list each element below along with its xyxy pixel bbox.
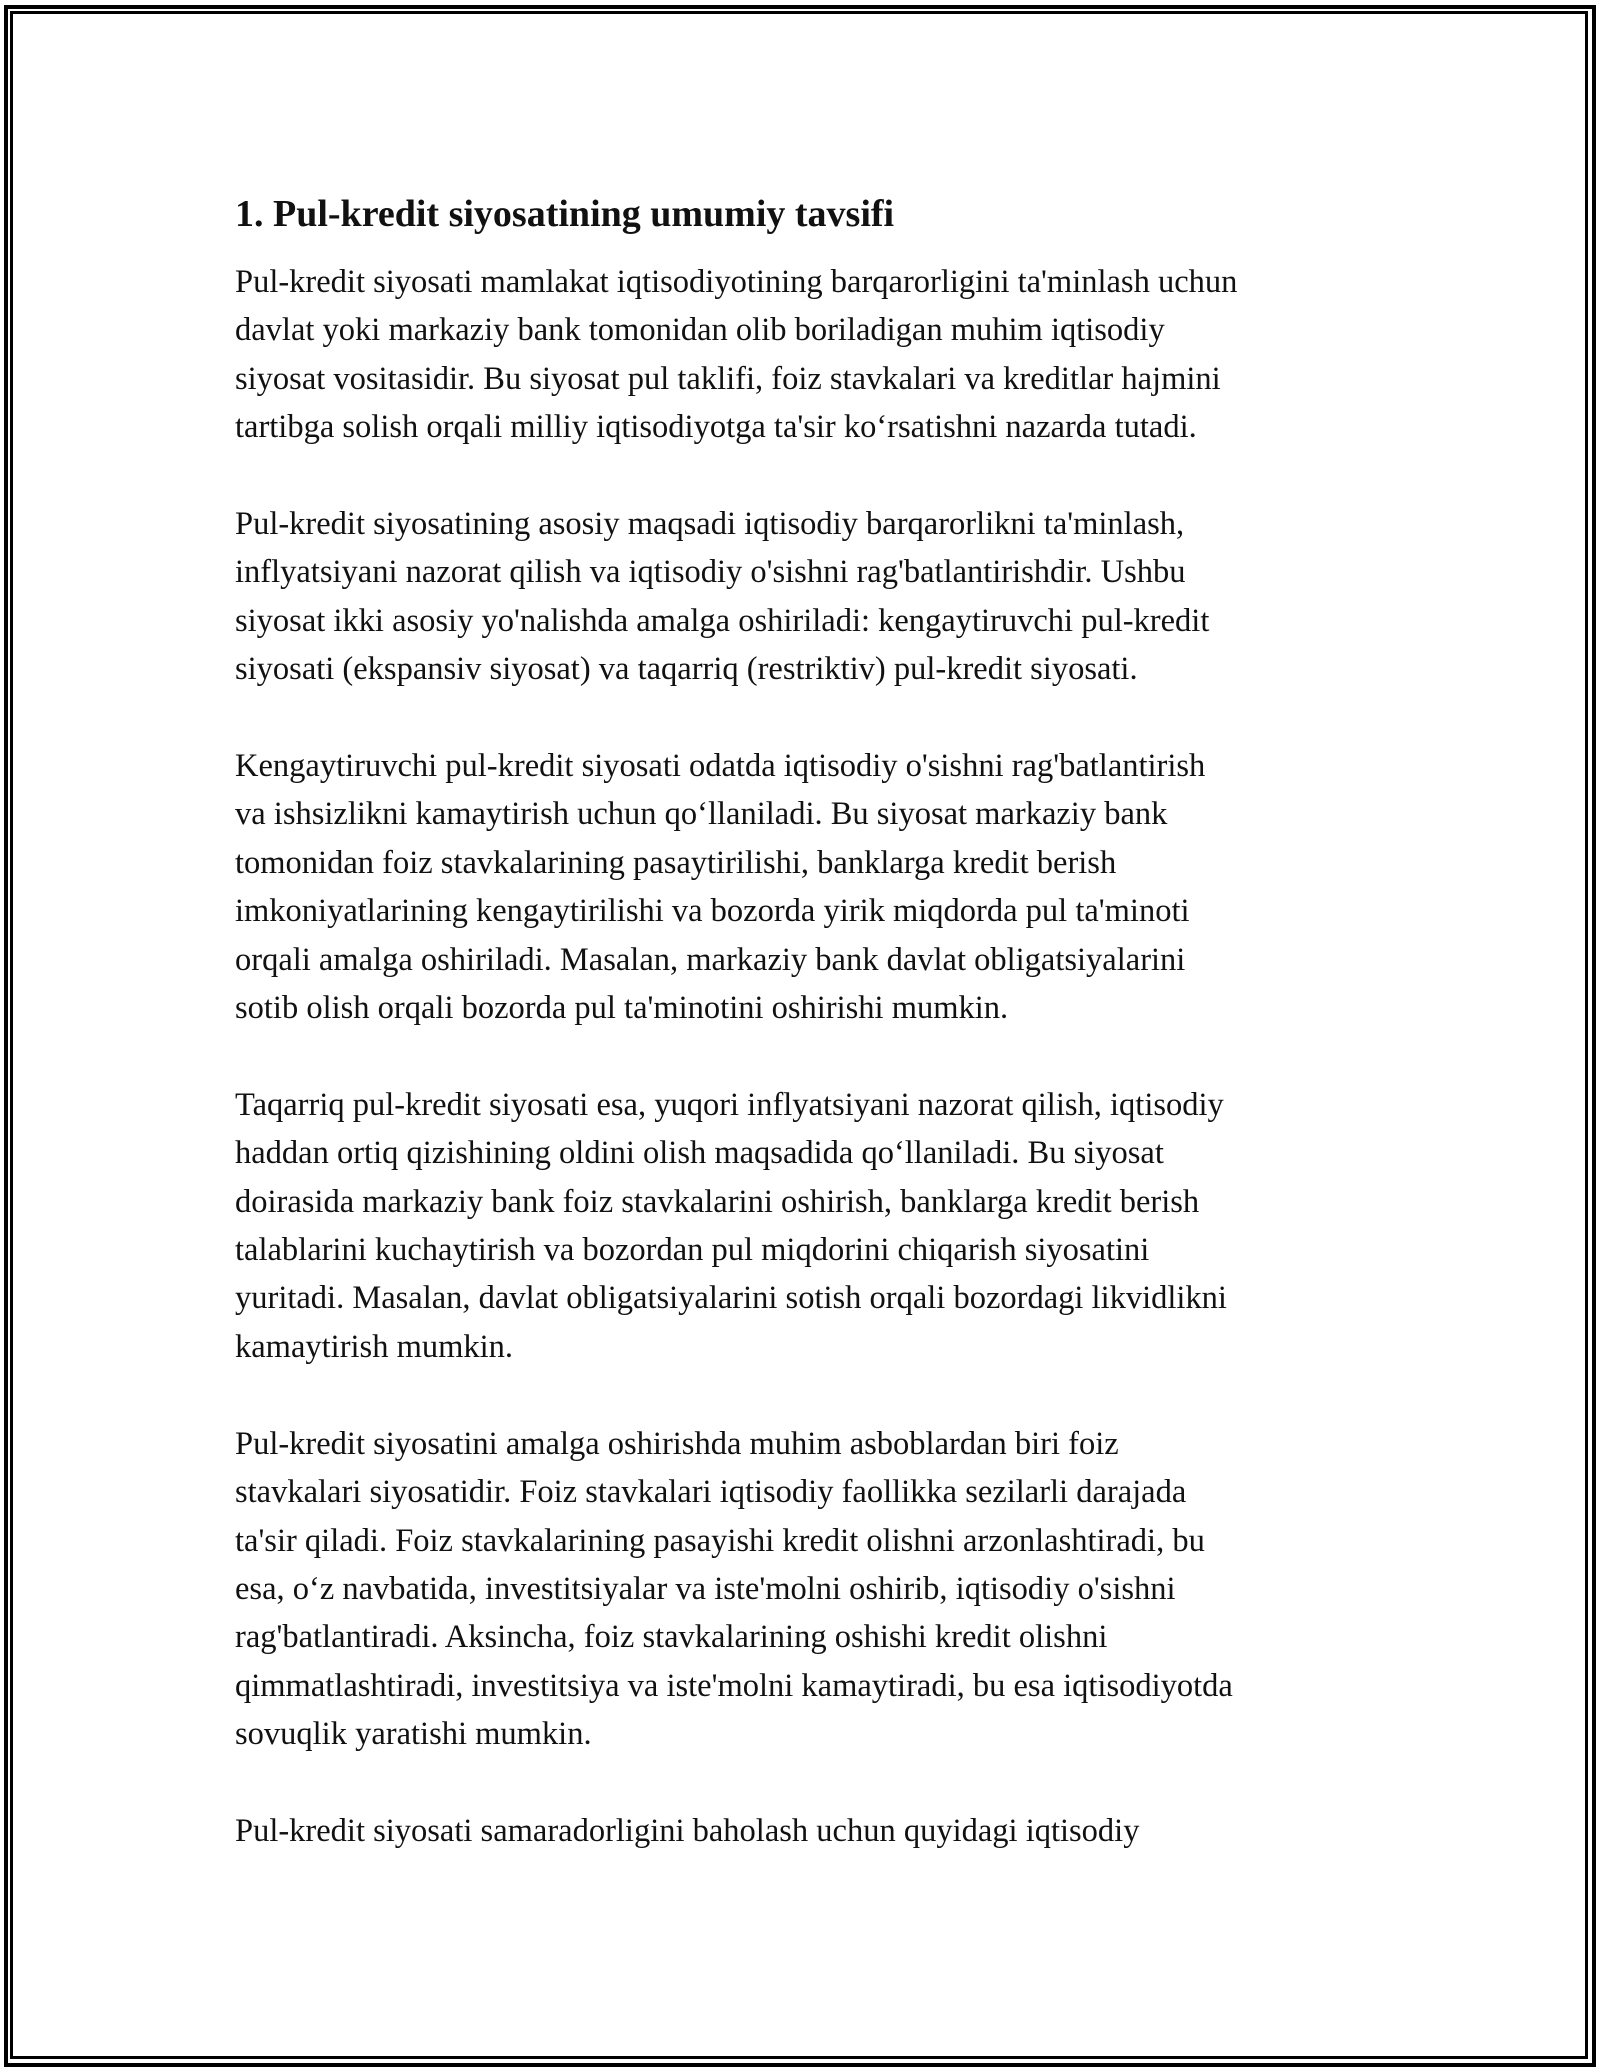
section-heading: 1. Pul-kredit siyosatining umumiy tavsifi xyxy=(235,193,895,235)
paragraph-3: Kengaytiruvchi pul-kredit siyosati odatda iqtisodiy o'sishni rag'batlantirish va ishsizlikni kamaytirish uchun qoʻllaniladi. Bu siyosat markaziy bank tomonidan foiz stavkalarining pasaytirilishi, banklarga kredit berish imkoniyatlarining kengaytirilishi va bozorda yirik miqdorda pul ta'minoti orqali amalga oshiriladi. Masalan, markaziy bank davlat obligatsiyalarini sotib olish orqali bozorda pul ta'minotini oshirishi mumkin. xyxy=(235,748,1206,1027)
paragraph-6: Pul-kredit siyosati samaradorligini baholash uchun quyidagi iqtisodiy xyxy=(235,1812,1140,1849)
paragraph-1: Pul-kredit siyosati mamlakat iqtisodiyotining barqarorligini ta'minlash uchun davlat yoki markaziy bank tomonidan olib boriladigan muhim iqtisodiy siyosat vositasidir. Bu siyosat pul taklifi, foiz stavkalari va kreditlar hajmini tartibga solish orqali milliy iqtisodiyotga ta'sir koʻrsatishni nazarda tutadi. xyxy=(235,264,1238,446)
document-body xyxy=(235,188,1415,1904)
paragraph-5: Pul-kredit siyosatini amalga oshirishda muhim asboblardan biri foiz stavkalari siyosatidir. Foiz stavkalari iqtisodiy faollikka sezilarli darajada ta'sir qiladi. Foiz stavkalarining pasayishi kredit olishni arzonlashtiradi, bu esa, oʻz navbatida, investitsiyalar va iste'molni oshirib, iqtisodiy o'sishni rag'batlantiradi. Aksincha, foiz stavkalarining oshishi kredit olishni qimmatlashtiradi, investitsiya va iste'molni kamaytiradi, bu esa iqtisodiyotda sovuqlik yaratishi mumkin. xyxy=(235,1425,1233,1753)
paragraph-2: Pul-kredit siyosatining asosiy maqsadi iqtisodiy barqarorlikni ta'minlash, inflyatsiyani nazorat qilish va iqtisodiy o'sishni rag'batlantirishdir. Ushbu siyosat ikki asosiy yo'nalishda amalga oshiriladi: kengaytiruvchi pul-kredit siyosati (ekspansiv siyosat) va taqarriq (restriktiv) pul-kredit siyosati. xyxy=(235,506,1210,688)
paragraph-4: Taqarriq pul-kredit siyosati esa, yuqori inflyatsiyani nazorat qilish, iqtisodiy haddan ortiq qizishining oldini olish maqsadida qoʻllaniladi. Bu siyosat doirasida markaziy bank foiz stavkalarini oshirish, banklarga kredit berish talablarini kuchaytirish va bozordan pul miqdorini chiqarish siyosatini yuritadi. Masalan, davlat obligatsiyalarini sotish orqali bozordagi likvidlikni kamaytirish mumkin. xyxy=(235,1086,1227,1365)
